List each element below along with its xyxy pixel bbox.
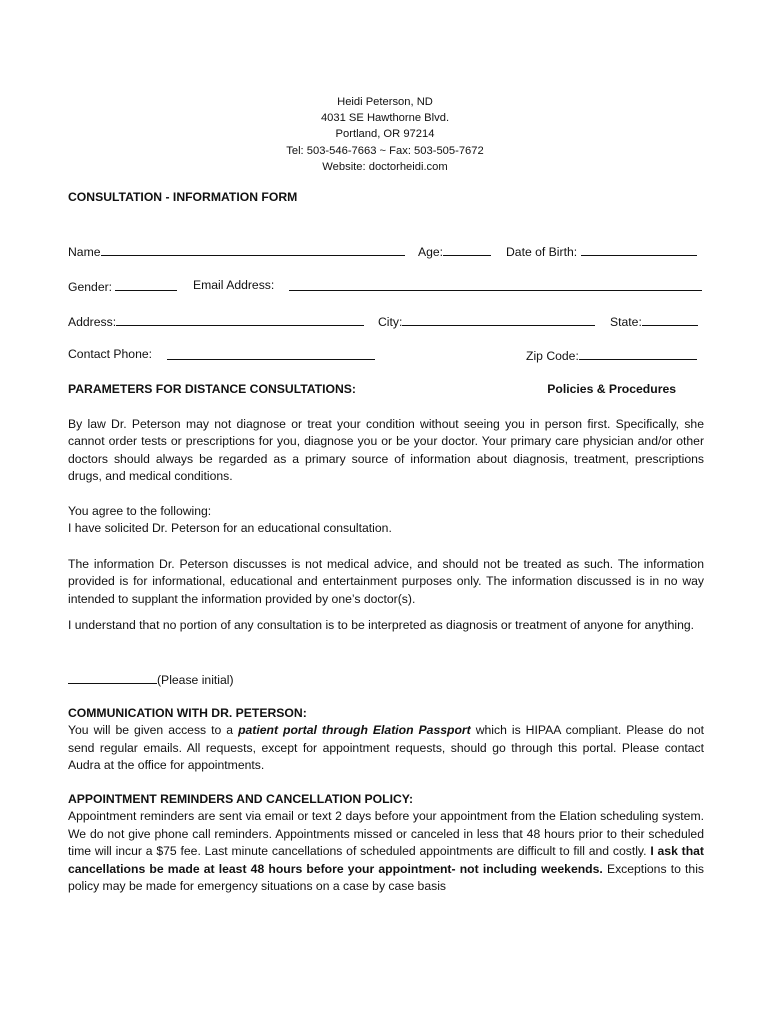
phone-blank[interactable] bbox=[167, 347, 375, 360]
letterhead bbox=[0, 94, 770, 175]
parameters-heading: PARAMETERS FOR DISTANCE CONSULTATIONS: bbox=[68, 382, 356, 396]
appointments-section bbox=[68, 791, 704, 895]
initial-label: (Please initial) bbox=[157, 673, 234, 687]
email-field bbox=[193, 278, 274, 292]
gender-blank[interactable] bbox=[115, 278, 177, 291]
appointments-cancellation-emphasis: I ask that cancellations be made at least 48 hours before your appointment- not including weekends. bbox=[68, 844, 704, 876]
address-label: Address: bbox=[68, 315, 117, 329]
initial-blank[interactable] bbox=[68, 671, 157, 684]
zip-blank[interactable] bbox=[579, 347, 697, 360]
email-label: Email Address: bbox=[193, 278, 275, 292]
address-field[interactable] bbox=[68, 313, 364, 329]
appointments-text-start: Appointment reminders are sent via email or text 2 days before your appointment from the Elation scheduling system. We do not give phone call reminders. Appointments missed or canceled in less that 48 hours prior to their scheduled time will incur a $75 fee. Last minute cancellations of scheduled appointments are difficult to fill and costly. bbox=[68, 809, 704, 859]
state-blank[interactable] bbox=[642, 313, 698, 326]
agreement-intro: You agree to the following: bbox=[68, 504, 212, 518]
agreement-paragraph bbox=[68, 503, 704, 538]
gender-field[interactable] bbox=[68, 278, 177, 294]
dob-label: Date of Birth: bbox=[506, 245, 578, 259]
age-label: Age: bbox=[418, 245, 444, 259]
email-blank[interactable] bbox=[289, 278, 702, 291]
communication-portal-emphasis: patient portal through Elation Passport bbox=[238, 723, 471, 738]
name-field[interactable] bbox=[68, 243, 405, 259]
practitioner-name: Heidi Peterson, ND bbox=[337, 96, 433, 108]
communication-text-end: which is HIPAA compliant. Please do not send regular emails. All requests, except for appointment requests, should go through this portal. Please contact Audra at the office for appointments. bbox=[68, 723, 704, 773]
city-blank[interactable] bbox=[402, 313, 595, 326]
email-blank-wrap[interactable] bbox=[289, 278, 702, 294]
phone-label: Contact Phone: bbox=[68, 347, 153, 361]
parameters-heading-row bbox=[68, 382, 704, 396]
age-blank[interactable] bbox=[443, 243, 491, 256]
address-blank[interactable] bbox=[116, 313, 364, 326]
city-label: City: bbox=[378, 315, 403, 329]
policies-heading: Policies & Procedures bbox=[547, 382, 676, 396]
age-field[interactable] bbox=[418, 243, 491, 259]
communication-section bbox=[68, 705, 704, 775]
phone-blank-wrap[interactable] bbox=[167, 347, 375, 363]
website: Website: doctorheidi.com bbox=[322, 160, 448, 173]
street-address: 4031 SE Hawthorne Blvd. bbox=[320, 112, 450, 125]
state-field[interactable] bbox=[610, 313, 698, 329]
form-title: CONSULTATION - INFORMATION FORM bbox=[68, 190, 298, 204]
appointments-text-end: Exceptions to this policy may be made for emergency situations on a case by case basis bbox=[68, 861, 704, 894]
agreement-statement: I have solicited Dr. Peterson for an educational consultation. bbox=[68, 521, 392, 536]
name-blank[interactable] bbox=[101, 243, 405, 256]
no-diagnosis-paragraph: I understand that no portion of any consultation is to be interpreted as diagnosis or treatment of anyone for anything. bbox=[68, 618, 695, 632]
zip-label: Zip Code: bbox=[526, 349, 579, 363]
dob-field[interactable] bbox=[506, 243, 697, 259]
state-label: State: bbox=[610, 315, 642, 329]
not-medical-advice-paragraph: The information Dr. Peterson discusses is not medical advice, and should not be treated as such. The information provided is for informational, educational and entertainment purposes only. The information discussed is in no way intended to supplant the information provided by one’s doctor(s). bbox=[68, 557, 704, 606]
legal-disclaimer-paragraph: By law Dr. Peterson may not diagnose or treat your condition without seeing you in person first. Specifically, she cannot order tests or prescriptions for you, diagnose you or be your doctor. Your primary care physician and/or other doctors should always be regarded as a primary source of information about diagnosis, treatment, prescriptions drugs, and medical conditions. bbox=[68, 417, 704, 484]
gender-label: Gender: bbox=[68, 280, 113, 294]
communication-heading: COMMUNICATION WITH DR. PETERSON: bbox=[68, 706, 307, 720]
initial-field[interactable] bbox=[68, 671, 234, 687]
dob-blank[interactable] bbox=[581, 243, 697, 256]
zip-field[interactable] bbox=[526, 347, 697, 363]
phone-fax: Tel: 503-546-7663 ~ Fax: 503-505-7672 bbox=[286, 144, 484, 157]
name-label: Name bbox=[68, 245, 101, 259]
phone-field bbox=[68, 347, 152, 361]
city-state-zip: Portland, OR 97214 bbox=[335, 128, 435, 141]
communication-text-start: You will be given access to a bbox=[68, 723, 239, 738]
appointments-heading: APPOINTMENT REMINDERS AND CANCELLATION POLICY: bbox=[68, 792, 414, 806]
city-field[interactable] bbox=[378, 313, 595, 329]
